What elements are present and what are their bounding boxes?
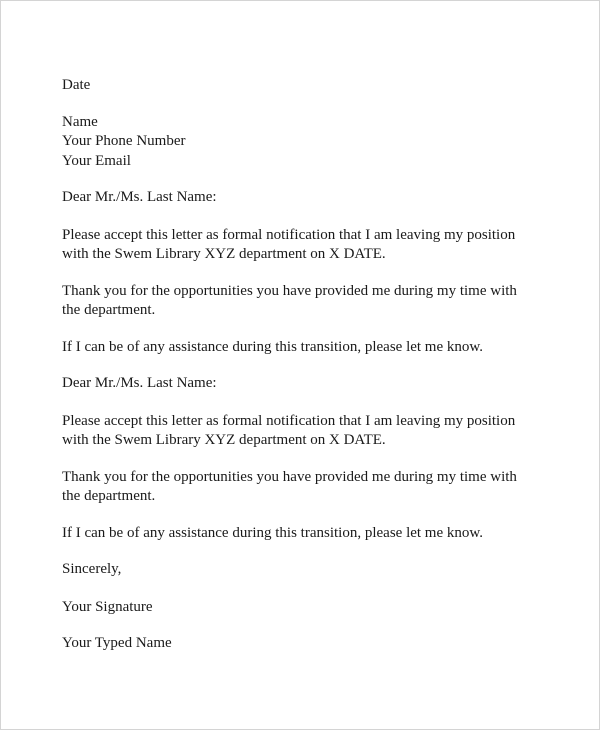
paragraph-line: Please accept this letter as formal notification that I am leaving my position	[62, 412, 516, 429]
paragraph-line: with the Swem Library XYZ department on X DATE.	[62, 246, 386, 262]
closing: Sincerely,	[62, 561, 122, 577]
sender-name: Name	[62, 113, 98, 130]
letter-body	[62, 76, 562, 654]
paragraph-line: If I can be of any assistance during this transition, please let me know.	[62, 338, 483, 355]
paragraph-line: the department.	[62, 488, 156, 504]
paragraph-line: the department.	[62, 302, 156, 318]
signature-line: Your Signature	[62, 598, 153, 615]
paragraph-line: Please accept this letter as formal notification that I am leaving my position	[62, 226, 516, 243]
typed-name: Your Typed Name	[62, 635, 172, 651]
paragraph-line: Thank you for the opportunities you have provided me during my time with	[62, 468, 517, 485]
salutation-repeat: Dear Mr./Ms. Last Name:	[62, 375, 217, 391]
paragraph-assistance	[62, 338, 562, 358]
paragraph-thanks	[62, 282, 562, 321]
sender-block	[62, 113, 562, 172]
paragraph-line: Thank you for the opportunities you have provided me during my time with	[62, 282, 517, 299]
letter-date: Date	[62, 77, 91, 93]
paragraph-line: If I can be of any assistance during this transition, please let me know.	[62, 524, 483, 541]
paragraph-assistance-repeat	[62, 524, 562, 544]
paragraph-thanks-repeat	[62, 468, 562, 507]
paragraph-notification-repeat	[62, 412, 562, 451]
salutation: Dear Mr./Ms. Last Name:	[62, 189, 217, 205]
paragraph-line: with the Swem Library XYZ department on X DATE.	[62, 432, 386, 448]
paragraph-notification	[62, 226, 562, 265]
sender-email: Your Email	[62, 152, 131, 169]
sender-phone: Your Phone Number	[62, 133, 186, 149]
